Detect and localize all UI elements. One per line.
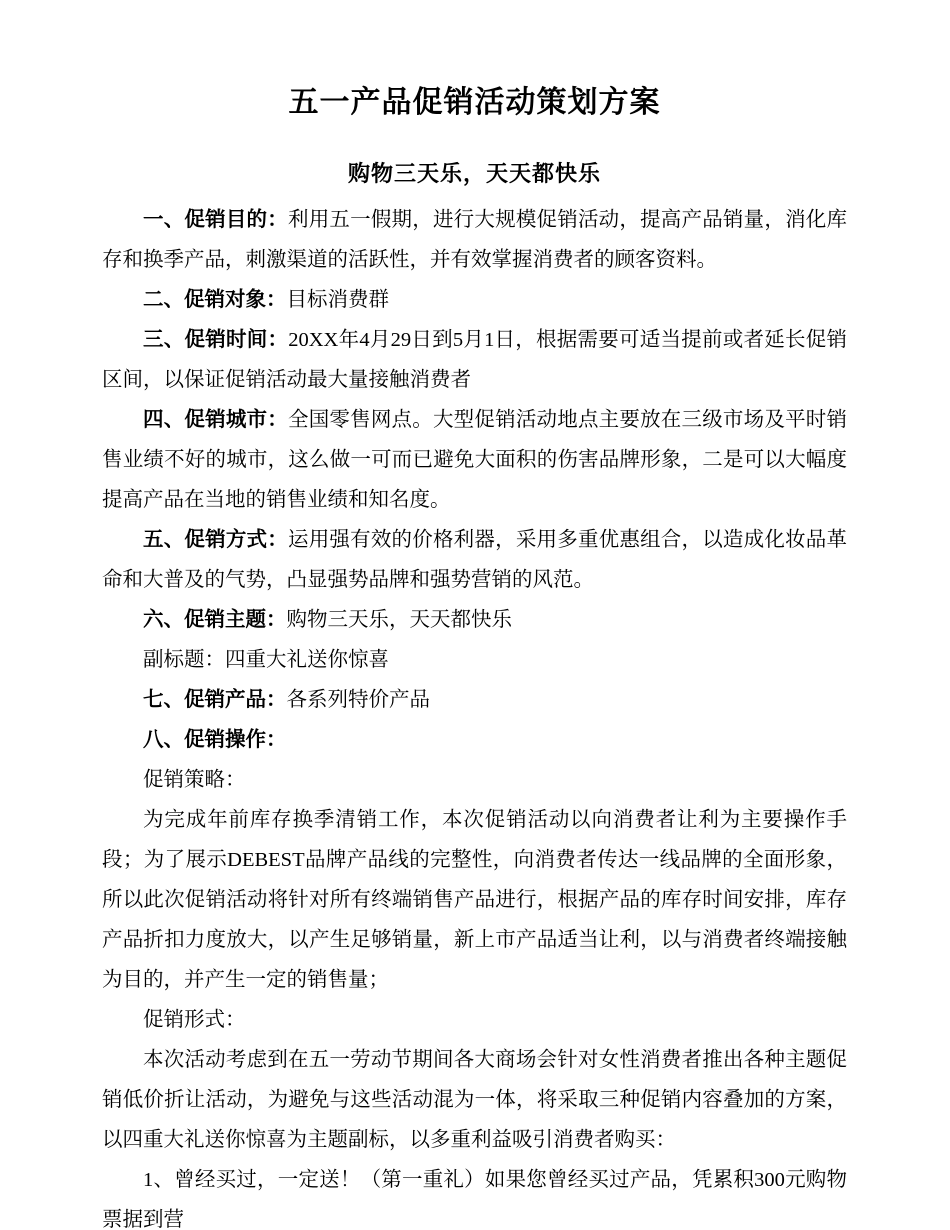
paragraph: [102, 680, 847, 720]
paragraph: [102, 320, 847, 400]
paragraph-text: 购物三天乐，天天都快乐: [286, 609, 512, 631]
paragraph: [102, 760, 847, 800]
paragraph: [102, 280, 847, 320]
paragraph-text: 1、曾经买过，一定送！（第一重礼）如果您曾经买过产品，凭累积300元购物票据到营: [102, 1169, 847, 1230]
paragraph-text: 本次活动考虑到在五一劳动节期间各大商场会针对女性消费者推出各种主题促销低价折让活动，为避免与这些活动混为一体，将采取三种促销内容叠加的方案，以四重大礼送你惊喜为主题副标，以多重利益吸引消费者购买：: [102, 1049, 847, 1151]
paragraph: [102, 1000, 847, 1040]
paragraph: [102, 200, 847, 280]
paragraph-text: 为完成年前库存换季清销工作，本次促销活动以向消费者让利为主要操作手段；为了展示DEBEST品牌产品线的完整性，向消费者传达一线品牌的全面形象，所以此次促销活动将针对所有终端销售产品进行，根据产品的库存时间安排，库存产品折扣力度放大，以产生足够销量，新上市产品适当让利，以与消费者终端接触为目的，并产生一定的销售量；: [102, 809, 847, 991]
paragraph: [102, 1160, 847, 1230]
paragraph-text: 各系列特价产品: [286, 689, 430, 711]
paragraph-label: 八、促销操作：: [143, 729, 287, 751]
paragraph-text: 促销形式：: [143, 1009, 246, 1031]
paragraph-label: 四、促销城市：: [143, 409, 288, 431]
paragraph-text: 促销策略：: [143, 769, 246, 791]
paragraph-label: 三、促销时间：: [143, 329, 289, 351]
paragraph-text: 目标消费群: [286, 289, 389, 311]
document-title: 五一产品促销活动策划方案: [288, 86, 661, 119]
paragraph: [102, 1040, 847, 1160]
paragraph-label: 五、促销方式：: [143, 529, 288, 551]
document-body: [102, 200, 847, 1230]
paragraph: [102, 720, 847, 760]
paragraph-label: 六、促销主题：: [143, 609, 287, 631]
paragraph: [102, 520, 847, 600]
paragraph-label: 二、促销对象：: [143, 289, 287, 311]
document-subtitle: 购物三天乐，天天都快乐: [347, 161, 601, 186]
paragraph-label: 一、促销目的：: [143, 209, 288, 231]
paragraph-text: 20XX年4月29日到5月1日，根据需要可适当提前或者延长促销区间，以保证促销活动最大量接触消费者: [102, 329, 848, 391]
paragraph: [102, 400, 847, 520]
paragraph: [102, 640, 847, 680]
paragraph: [102, 800, 847, 1000]
paragraph-text: 运用强有效的价格利器，采用多重优惠组合，以造成化妆品革命和大普及的气势，凸显强势品牌和强势营销的风范。: [102, 529, 847, 591]
paragraph-text: 副标题：四重大礼送你惊喜: [143, 649, 389, 671]
paragraph-text: 全国零售网点。大型促销活动地点主要放在三级市场及平时销售业绩不好的城市，这么做一可而已避免大面积的伤害品牌形象，二是可以大幅度提高产品在当地的销售业绩和知名度。: [102, 409, 847, 511]
paragraph: [102, 600, 847, 640]
paragraph-text: 利用五一假期，进行大规模促销活动，提高产品销量，消化库存和换季产品，刺激渠道的活跃性，并有效掌握消费者的顾客资料。: [102, 209, 847, 271]
paragraph-label: 七、促销产品：: [143, 689, 287, 711]
